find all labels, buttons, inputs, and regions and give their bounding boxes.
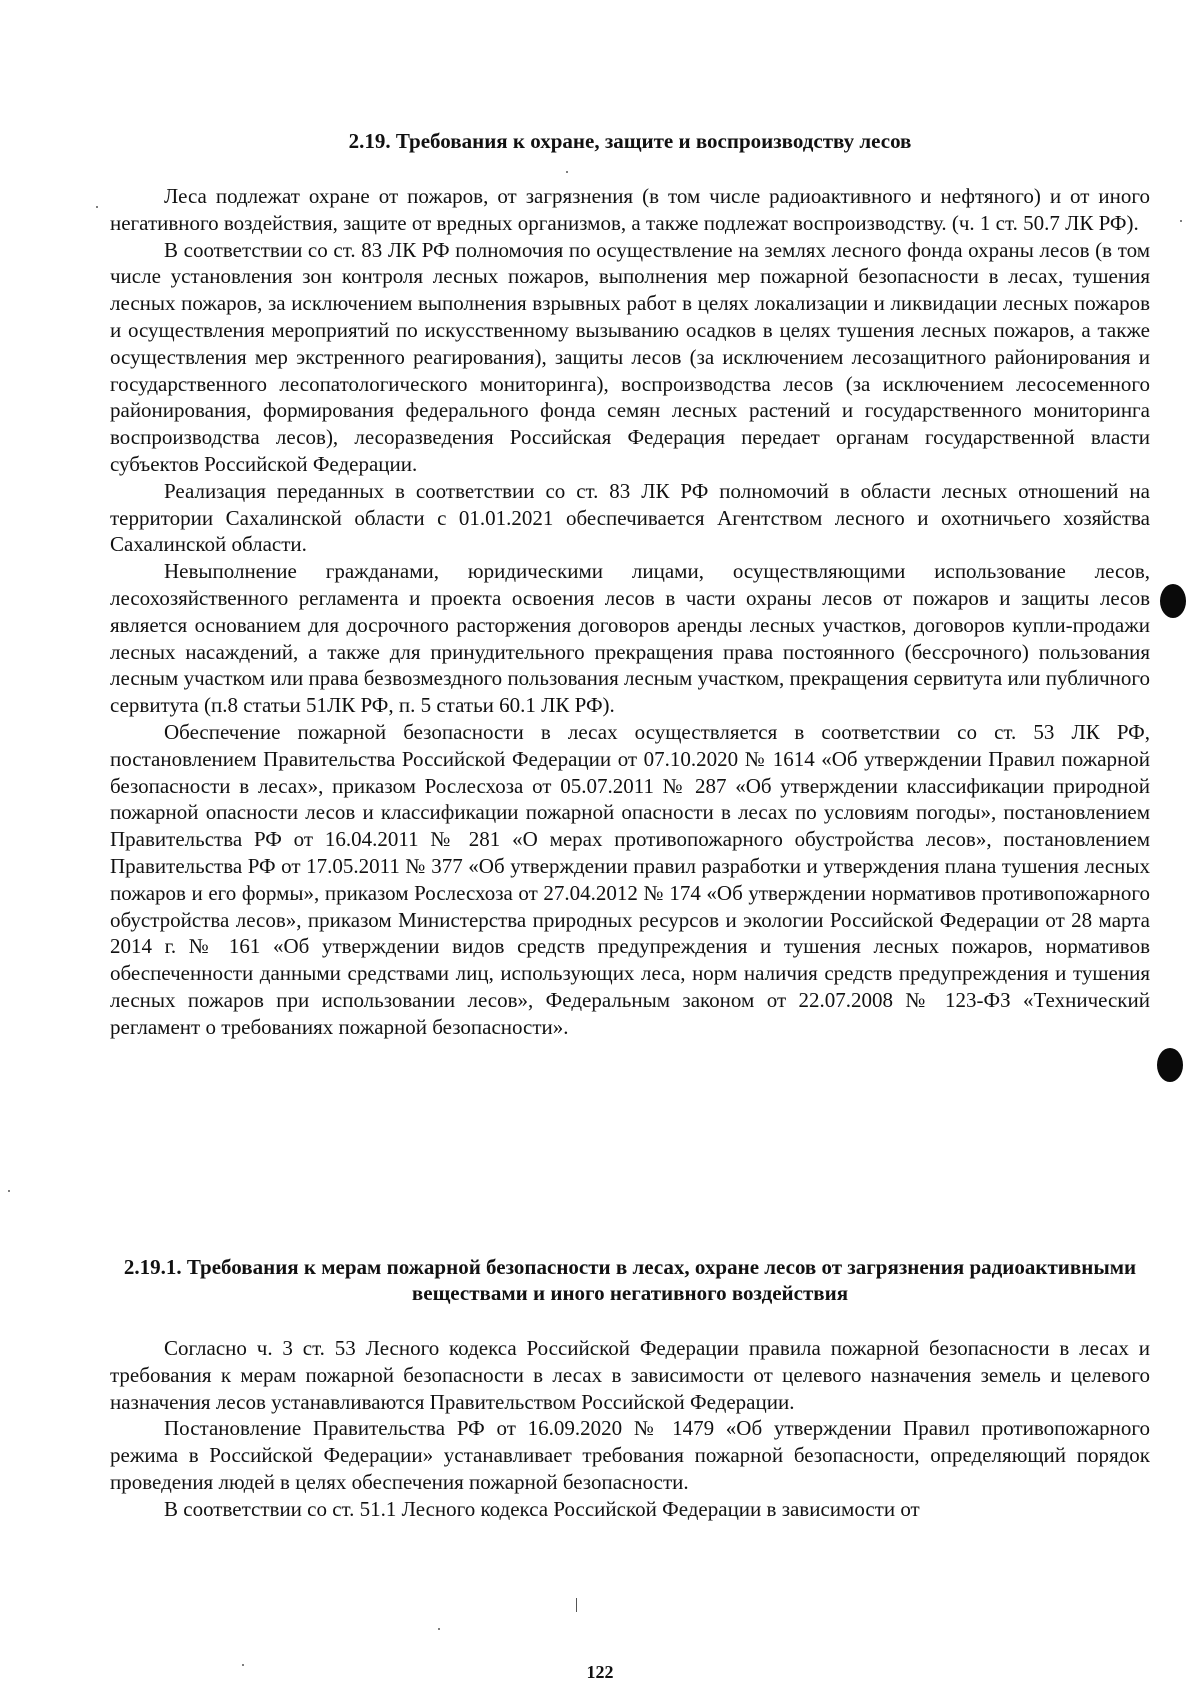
section-body: [110, 183, 1150, 1041]
scan-speck: [96, 206, 98, 208]
scan-speck: [8, 1190, 10, 1192]
paragraph: Леса подлежат охране от пожаров, от загрязнения (в том числе радиоактивного и нефтяного) и от иного негативного воздействия, защите от вредных организмов, а также подлежат воспроизводству. (ч. 1 ст. 50.7 ЛК РФ).: [110, 184, 1150, 235]
scan-blot: [1157, 1048, 1183, 1082]
paragraph: В соответствии со ст. 51.1 Лесного кодекса Российской Федерации в зависимости от: [164, 1496, 920, 1521]
subsection-heading: 2.19.1. Требования к мерам пожарной безопасности в лесах, охране лесов от загрязнения радиоактивными веществами и иного негативного воздействия: [123, 1255, 1137, 1305]
scan-blot: [1160, 584, 1186, 618]
section-heading: 2.19. Требования к охране, защите и воспроизводству лесов: [348, 129, 912, 153]
paragraph: Обеспечение пожарной безопасности в лесах осуществляется в соответствии со ст. 53 ЛК РФ, постановлением Правительства Российской Федерации от 07.10.2020 № 1614 «Об утверждении Правил пожарной безопасности в лесах», приказом Рослесхоза от 05.07.2011 № 287 «Об утверждении классификации природной пожарной опасности лесов и классификации пожарной опасности в лесах по условиям погоды», постановлением Правительства РФ от 16.04.2011 № 281 «О мерах противопожарного обустройства лесов», постановлением Правительства РФ от 17.05.2011 № 377 «Об утверждении правил разработки и утверждения плана тушения лесных пожаров и его формы», приказом Рослесхоза от 27.04.2012 № 174 «Об утверждении нормативов противопожарного обустройства лесов», приказом Министерства природных ресурсов и экологии Российской Федерации от 28 марта 2014 г. № 161 «Об утверждении видов средств предупреждения и тушения лесных пожаров, нормативов обеспеченности данными средствами лиц, использующих леса, норм наличия средств предупреждения и тушения лесных пожаров при использовании лесов», Федеральным законом от 22.07.2008 № 123-ФЗ «Технический регламент о требованиях пожарной безопасности».: [110, 719, 1150, 1039]
scan-speck: [438, 1628, 440, 1630]
scan-speck: [576, 1598, 577, 1612]
paragraph: Согласно ч. 3 ст. 53 Лесного кодекса Российской Федерации правила пожарной безопасности в лесах и требования к мерам пожарной безопасности в лесах в зависимости от целевого назначения земель и целевого назначения лесов устанавливаются Правительством Российской Федерации.: [110, 1336, 1150, 1414]
subsection-body: [110, 1335, 1150, 1523]
paragraph: Постановление Правительства РФ от 16.09.2020 № 1479 «Об утверждении Правил противопожарного режима в Российской Федерации» устанавливает требования пожарной безопасности, определяющий порядок проведения людей в целях обеспечения пожарной безопасности.: [110, 1416, 1150, 1494]
scan-speck: [566, 171, 568, 173]
paragraph: Реализация переданных в соответствии со ст. 83 ЛК РФ полномочий в области лесных отношений на территории Сахалинской области с 01.01.2021 обеспечивается Агентством лесного и охотничьего хозяйства Сахалинской области.: [110, 478, 1150, 557]
paragraph: В соответствии со ст. 83 ЛК РФ полномочия по осуществление на землях лесного фонда охраны лесов (в том числе установления зон контроля лесных пожаров, выполнения мер пожарной безопасности в лесах, тушения лесных пожаров, за исключением выполнения взрывных работ в целях локализации и ликвидации лесных пожаров и осуществления мероприятий по искусственному вызыванию осадков в целях тушения лесных пожаров, а также осуществления мер экстренного реагирования), защиты лесов (за исключением лесозащитного районирования и государственного лесопатологического мониторинга), воспроизводства лесов (за исключением лесосеменного районирования, формирования федерального фонда семян лесных растений и государственного мониторинга воспроизводства лесов), лесоразведения Российская Федерация передает органам государственной власти субъектов Российской Федерации.: [110, 237, 1150, 476]
scan-speck: [1180, 220, 1182, 222]
page-number: 122: [586, 1662, 614, 1682]
scan-speck: [242, 1664, 244, 1666]
paragraph: Невыполнение гражданами, юридическими лицами, осуществляющими использование лесов, лесохозяйственного регламента и проекта освоения лесов в части охраны лесов от пожаров и защиты лесов является основанием для досрочного расторжения договоров аренды лесных участков, договоров купли-продажи лесных насаждений, а также для принудительного прекращения права постоянного (бессрочного) пользования лесным участком или права безвозмездного пользования лесным участком, прекращения сервитута или публичного сервитута (п.8 статьи 51ЛК РФ, п. 5 статьи 60.1 ЛК РФ).: [110, 559, 1150, 718]
